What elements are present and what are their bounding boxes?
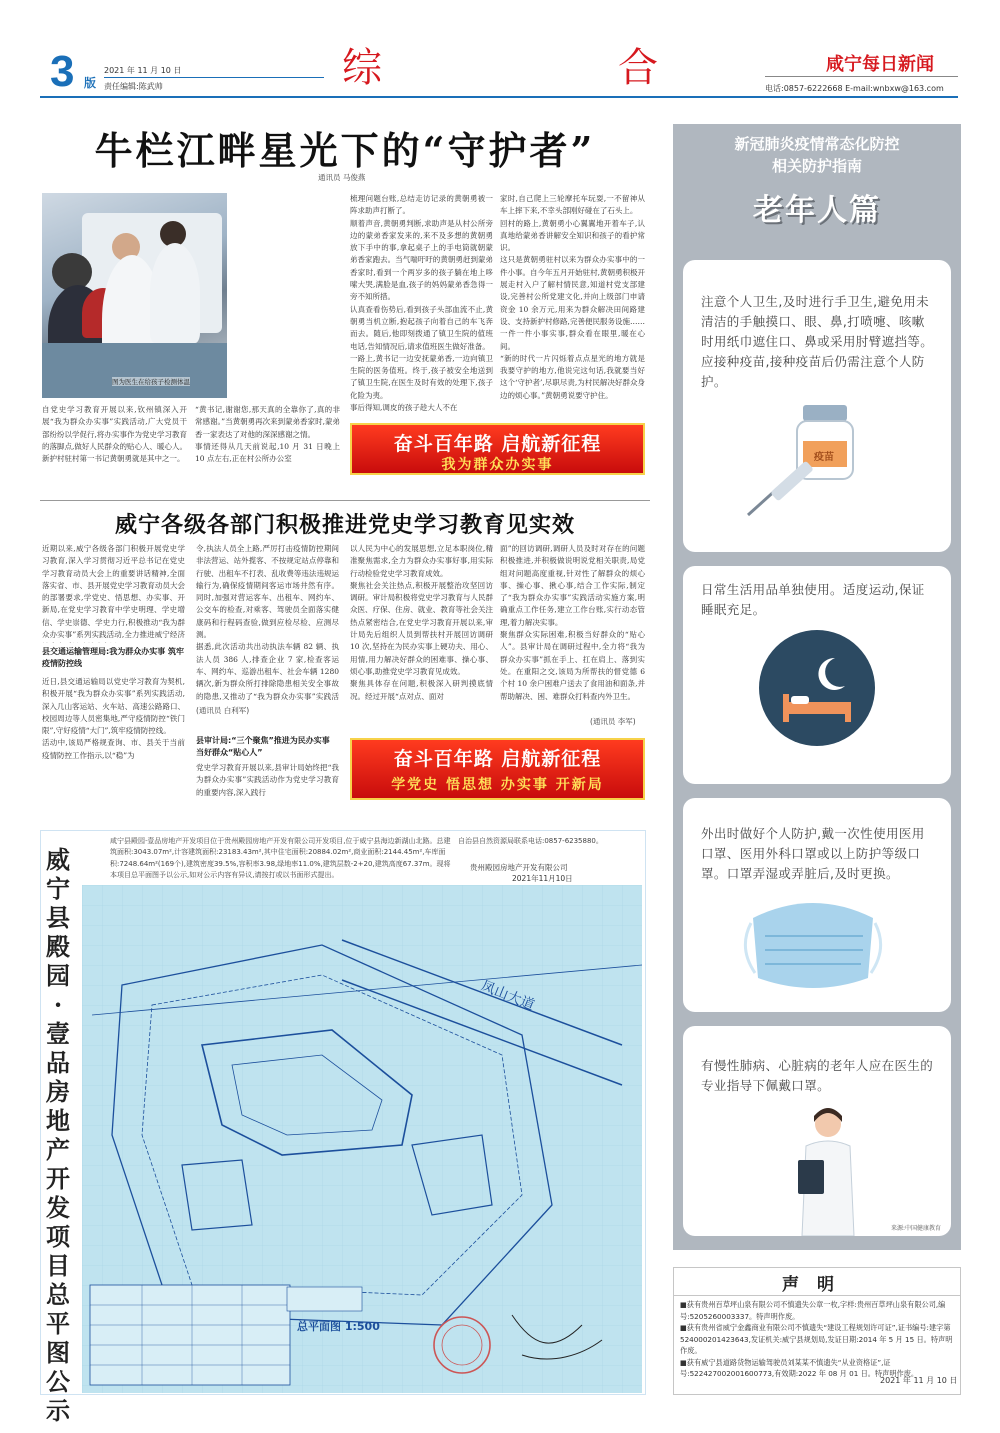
story1-col4: 家时,自己爬上三轮摩托车玩耍,一不留神从车上摔下来,不幸头部刚好碰在了石头上。 回村的路上,黄朝勇小心翼翼地开着车子,认真地给蒙弟香讲解安全知识和孩子的看护常识。 这只是黄朝勇驻村以来为群众办实事中的一件小事。自今年五月开始驻村,黄朝勇积极开展走村入户了解村情民意,知道村党支部建设,完善村公所党建文化,并向上级部门申请资金 10 余万元,用来为群众解决田间路建设、支持新护村修路,完善便民服务设施……一件一件小事实事,群众看在眼里,暖在心间。 “新的时代一片闪烁着点点星光的地方就是我要守护的地方,他说完这句话,我就要当好这个‘守护者’,尽职尽责,为村民解决好群众身边的烦心事。”黄朝勇说要守护住。 [500, 194, 645, 400]
story2-byline2: (通讯员 李军) [590, 717, 636, 726]
tip-card-3 [683, 798, 951, 1012]
notice-date: 2021 年 11 月 10 日 [880, 1376, 958, 1385]
ad-date: 2021年11月10日 [512, 874, 573, 883]
page-number: 3 [50, 47, 75, 96]
campaign-banner-1 [350, 423, 645, 475]
notice-item: ■获有贵州省威宁金鑫商业有限公司不慎遗失“建设工程规划许可证”,证书编号:建字第 52400020142364​3,发证机关:威宁县规划局,发证日期:2014 年 5 月 15 日。特声明作废。 [680, 1323, 953, 1355]
story2-col3: 以人民为中心的发展思想,立足本职岗位,精准聚焦需求,全力为群众办实事好事,用实际行动检验党史学习教育成效。 聚焦社会关注热点,积极开展整治攻坚回访调研。审计局积极将党史学习教育与人民群众医、疗保、住房、就业、教育等社会关注热点紧密结合,在党史学习教育开展以来,审计局先后组织人员到帮扶村开展回访调研 10 次,坚持在为民办实事上硬功夫、用心、用情,用力解决好群众的困难事、操心事、烦心事,助推党史学习教育见成效。 聚焦具体存在问题,积极深入研判摸底情况。经过开展“点对点、面对 [350, 544, 493, 701]
notice-divider [673, 1295, 961, 1296]
banner2-main: 奋斗百年路 启航新征程 [393, 748, 602, 770]
notice-body [680, 1299, 954, 1380]
story2-byline1: (通讯员 白利军) [196, 706, 250, 715]
story2-col4: 面”的回访调研,调研人员及时对存在的问题积极推进,并积极做说明说党相关职责,局党组对问题高度重视,针对性了解群众的烦心事、操心事、揪心事,结合工作实际,制定了“我为群众办实事”实践活动实施方案,明确重点工作任务,建立工作台账,实行动态管理,着力解决实事。 聚焦群众实际困难,积极当好群众的“贴心人”。县审计局在调研过程中,全力将“我为群众办实事”抓在手上、扛在肩上、落到实处。在重阳之交,该局为所帮扶的督党德 6 个村 10 余户困难户送去了食用油和面条,并帮助解决、困、难群众打料查内外卫生。 [500, 544, 645, 701]
tip-2: 日常生活用品单独使用。适度运动,保证睡眠充足。 [701, 582, 925, 617]
story1-col3: 梳理问题台账,总结走访记录的黄朝勇被一阵求助声打断了。 顺着声音,黄朝勇判断,求助声是从村公所旁边的蒙弟香家发来的,来不及多想的黄朝勇放下手中的事,拿起桌子上的手电筒就朝蒙弟香家跑去。当气喘吁吁的黄朝勇赶到蒙弟香家时,看到一个两岁多的孩子躺在地上哆嗦大哭,满脸是血,孩子的妈妈蒙弟香急得一旁不知所措。 认真查看伤势后,看到孩子头部血流不止,黄朝勇当机立断,抱起孩子向着自己的车飞奔而去。随后,他即刻拨通了镇卫生院的值班电话,告知情况后,请求值班医生做好准备。 一路上,黄书记一边安抚蒙弟香,一边向镇卫生院的医务值班。终于,孩子被安全地送到了镇卫生院,在医生及时有效的处理下,孩子化险为夷。 事后得知,调皮的孩子趁大人不在 [350, 194, 493, 413]
story2-subhead1: 县交通运输管理局:我为群众办实事 筑牢疫情防控线 [42, 647, 184, 668]
story-divider [40, 500, 650, 501]
vaccine-label: 疫苗 [814, 452, 834, 463]
health-guide-title-line2: 相关防护指南 [771, 157, 862, 175]
tip-card-2 [683, 566, 951, 784]
story1-byline: 通讯员 马俊燕 [318, 173, 366, 182]
site-plan-drawing [82, 885, 642, 1393]
header-rule-right [765, 76, 958, 77]
vaccine-icon [743, 395, 893, 545]
mask-icon [743, 898, 893, 998]
banner1-sub: 我为群众办实事 [441, 457, 554, 473]
tip-card-4 [683, 1026, 951, 1236]
section-title-right: 合 [618, 45, 658, 91]
story1-col2: “黄书记,谢谢您,那天真的全靠你了,真的非常感谢。”当黄朝勇再次来到蒙弟香家时,蒙弟香一家表达了对他的深深感谢之情。 事情还得从几天前说起,10 月 31 日晚上 10 点左右,正在村公所办公室 [195, 405, 340, 464]
ad-contact: 自治县自然资源局联系电话:0857-6235880。 [458, 837, 603, 845]
issue-date: 2021 年 11 月 10 日 [104, 66, 182, 75]
health-guide-banner: 老年人篇 [753, 193, 881, 228]
story2-headline: 威宁各级各部门积极推进党史学习教育见实效 [114, 512, 575, 538]
header-rule [104, 77, 324, 78]
banner1-main: 奋斗百年路 启航新征程 [393, 433, 602, 455]
tip-card-1 [683, 260, 951, 552]
section-title [330, 44, 670, 92]
health-guide-title [673, 133, 961, 177]
tip-1: 注意个人卫生,及时进行手卫生,避免用未清洁的手触摸口、眼、鼻,打喷嚏、咳嗽时用纸巾遮住口、鼻或采用肘臂遮挡等。应接种疫苗,接种疫苗后仍需注意个人防护。 [701, 294, 934, 389]
ad-description: 咸宁县殿园·壹品房地产开发项目位于贵州殿园房地产开发有限公司开发项目,位于威宁县海边新湖山北路。总建筑面积:3043.07m²,计容建筑面积:23183.43m²,其中住宅面积:20884.02m²,商业面积:2144.45m²,车库面积:7248.64m²(169个),建筑密度39.5%,容积率3.98,绿地率11.0%,建筑层数-2+20,建筑高度67.37m。现将本项目总平面图予以公示,如对公示内容有异议,请按打或以书面形式提出。 [110, 837, 451, 879]
tip-3: 外出时做好个人防护,戴一次性使用医用口罩、医用外科口罩或以上防护等级口罩。口罩弄湿或弄脏后,及时更换。 [701, 826, 925, 881]
contact-line: 电话:0857-6222668 E-mail:wnbxw@163.com [765, 84, 944, 93]
page-suffix: 版 [84, 76, 97, 90]
story1-photo [42, 193, 227, 398]
guide-source: 来源:中国健康教育 [890, 1225, 941, 1232]
story1-headline: 牛栏江畔星光下的“守护者” [94, 128, 596, 173]
story2-col2: 令,执法人员全上路,严厉打击疫情防控期间非法营运、站外揽客、不按规定站点停靠和行驶、出租车不打表、乱收费等违法违规运输行为,确保疫情期间客运市场井然有序。同时,加强对营运客车、出租车、网约车、公交车的检查,对乘客、驾驶员全面落实健康码和行程码查验,做到应检尽检、应测尽测。 据悉,此次活动共出动执法车辆 82 辆、执法人员 386 人,排查企业 7 家,检查客运车、网约车、巡游出租车、社会车辆 1280 辆次,新为群众所打排除隐患相关安全事故的隐患,又推动了“我为群众办实事”实践活 [196, 544, 339, 701]
ad-vertical-title: 威宁县殿园·壹品房地产开发项目总平图公示 [46, 845, 70, 1425]
story2-col2b: 党史学习教育开展以来,县审计局始终把“我为群众办实事”实践活动作为党史学习教育的重要内容,深入践行 [196, 763, 339, 797]
notice-item: ■获有威宁县道路货物运输驾驶员刘某某不慎遗失“从业资格证”,证号:522427002001600773,有效期:2022 年 08 月 01 日。特声明作废。 [680, 1357, 919, 1378]
paper-name: 咸宁每日新闻 [826, 54, 934, 75]
site-plan [82, 885, 642, 1393]
doctor-icon [788, 1108, 868, 1236]
story1-col1: 自党史学习教育开展以来,钦州镇深入开展“我为群众办实事”实践活动,广大党员干部纷纷以学促行,将办实事作为党史学习教育的落脚点,做好人民群众的贴心人、暖心人。新护村驻村第一书记黄朝勇就是其中之一。 [42, 405, 187, 464]
notice-heading: 声明 [782, 1275, 852, 1295]
ad-company: 贵州殿园房地产开发有限公司 [470, 863, 568, 872]
section-title-left: 综 [342, 45, 382, 91]
tip-4: 有慢性肺病、心脏病的老年人应在医生的专业指导下佩戴口罩。 [701, 1058, 934, 1093]
photo-caption: 图为医生在给孩子检测体温 [112, 378, 190, 386]
banner2-sub: 学党史 悟思想 办实事 开新局 [391, 777, 604, 793]
health-guide-title-line1: 新冠肺炎疫情常态化防控 [734, 135, 900, 153]
story2-col1b: 近日,县交通运输局以党史学习教育为契机,积极开展“我为群众办实事”系列实践活动,深入几山客运站、火车站、高速公路路口、校园周边等人员密集地,严守疫情防控“铁门限”,守好疫情“大门”,筑牢疫情防控线。 活动中,该局严格规查询、市、县关于当前疫情防控工作指示,以“稳”为 [42, 677, 185, 760]
campaign-banner-2 [350, 738, 645, 800]
notice-item: ■获有贵州百草坪山泉有限公司不慎遗失公章一枚,字样:贵州百草坪山泉有限公司,编号:5205260003337。特声明作废。 [680, 1300, 946, 1321]
plan-title: 总平面图 1:500 [297, 1320, 380, 1333]
story2-col1: 近期以来,威宁各级各部门积极开展党史学习教育,深入学习贯彻习近平总书记在党史学习教育动员大会上的重要讲话精神,全面落实省、市、县开展党史学习教育动员大会的部署要求,学党史、悟思想、办实事、开新局,在党史学习教育中学史明理、学史增信、学史崇德、学史力行,积极推动“我为群众办实事”系列实践活动,全力推进威宁经济 [42, 544, 185, 640]
story2-subhead2: 县审计局:“三个聚焦”推进为民办实事 当好群众“贴心人” [196, 736, 330, 757]
sleep-icon [757, 628, 877, 748]
editor-line: 责任编辑:陈武帅 [104, 82, 163, 91]
header-divider [40, 96, 958, 98]
road-label: 凤山大道 [478, 978, 537, 1014]
